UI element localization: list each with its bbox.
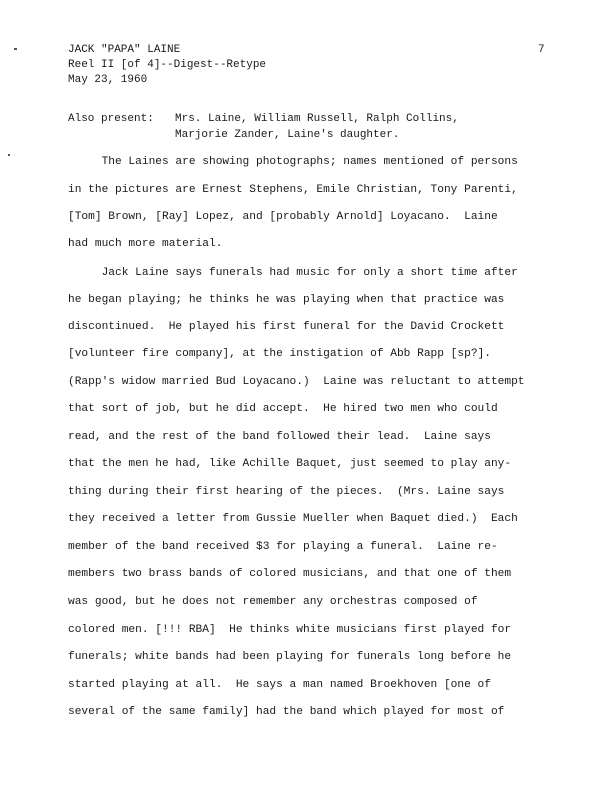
also-present-names-2: Marjorie Zander, Laine's daughter.	[175, 129, 400, 141]
scan-speck	[14, 48, 17, 50]
scan-speck	[8, 154, 10, 156]
body-line: funerals; white bands had been playing for funerals long before he	[68, 651, 512, 663]
body-line: discontinued. He played his first funeral for the David Crockett	[68, 321, 505, 333]
header-date: May 23, 1960	[68, 74, 148, 86]
body-line: had much more material.	[68, 238, 223, 250]
body-line: they received a letter from Gussie Mueller when Baquet died.) Each	[68, 513, 518, 525]
header-reel: Reel II [of 4]--Digest--Retype	[68, 59, 267, 71]
body-line: Jack Laine says funerals had music for only a short time after	[68, 267, 518, 279]
body-line: several of the same family] had the band which played for most of	[68, 706, 505, 718]
header-interviewee: JACK "PAPA" LAINE	[68, 44, 181, 56]
also-present-label: Also present:	[68, 113, 154, 125]
body-line: thing during their first hearing of the pieces. (Mrs. Laine says	[68, 486, 505, 498]
body-line: that the men he had, like Achille Baquet, just seemed to play any-	[68, 458, 512, 470]
also-present-names-1: Mrs. Laine, William Russell, Ralph Collins,	[175, 113, 459, 125]
body-line: [volunteer fire company], at the instigation of Abb Rapp [sp?].	[68, 348, 491, 360]
body-line: member of the band received $3 for playing a funeral. Laine re-	[68, 541, 498, 553]
page-number: 7	[538, 44, 545, 56]
body-line: members two brass bands of colored musicians, and that one of them	[68, 568, 512, 580]
body-line: (Rapp's widow married Bud Loyacano.) Laine was reluctant to attempt	[68, 376, 525, 388]
body-line: [Tom] Brown, [Ray] Lopez, and [probably Arnold] Loyacano. Laine	[68, 211, 498, 223]
body-line: was good, but he does not remember any orchestras composed of	[68, 596, 478, 608]
body-line: colored men. [!!! RBA] He thinks white musicians first played for	[68, 624, 512, 636]
body-line: that sort of job, but he did accept. He hired two men who could	[68, 403, 498, 415]
body-line: he began playing; he thinks he was playing when that practice was	[68, 294, 505, 306]
body-line: read, and the rest of the band followed their lead. Laine says	[68, 431, 491, 443]
body-line: The Laines are showing photographs; names mentioned of persons	[68, 156, 518, 168]
body-line: started playing at all. He says a man named Broekhoven [one of	[68, 679, 491, 691]
body-line: in the pictures are Ernest Stephens, Emile Christian, Tony Parenti,	[68, 184, 518, 196]
